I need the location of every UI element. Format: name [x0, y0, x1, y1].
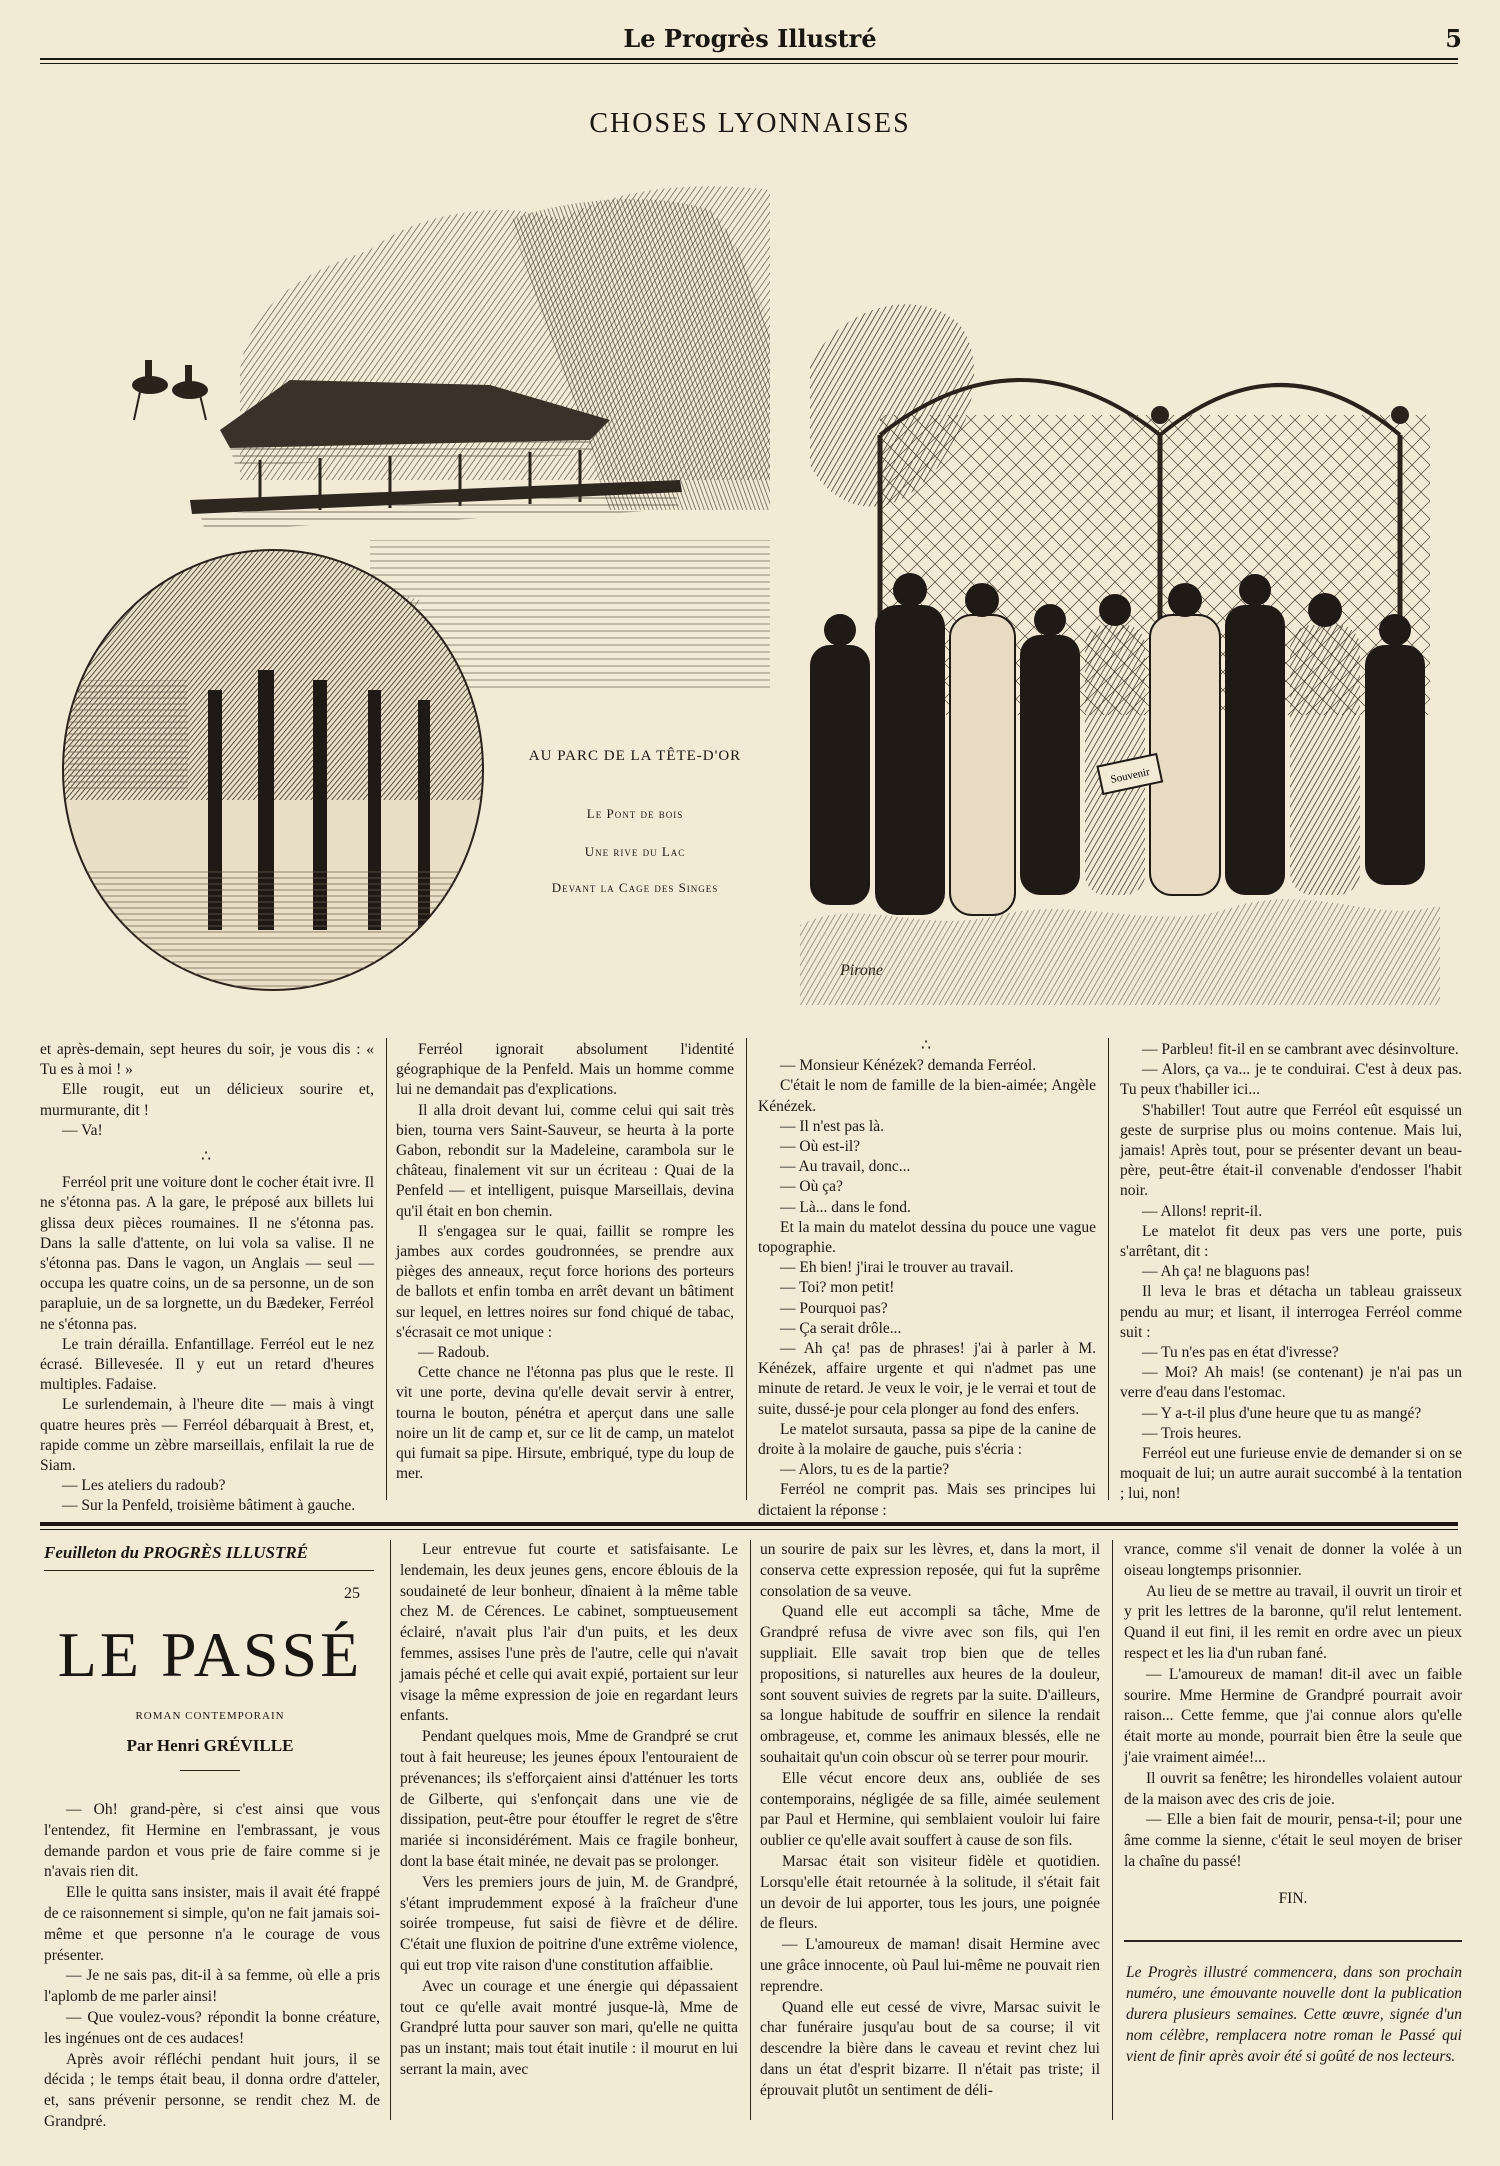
column-divider	[1112, 1540, 1113, 2120]
paragraph: Marsac était son visiteur fidèle et quotidien. Lorsqu'elle était retournée à la solitude, il s'était fait un devoir de lui apporter, tous les jours, une poignée de fleurs.	[760, 1852, 1100, 1933]
paragraph: C'était le nom de famille de la bien-aimée; Angèle Kénézek.	[758, 1077, 1096, 1115]
newspaper-title: Le Progrès Illustré	[623, 24, 877, 53]
paragraph: Ferréol prit une voiture dont le cocher était ivre. Il ne s'étonna pas. A la gare, le préposé aux billets lui glissa deux pièces roumaines. Il ne s'étonna pas. Dans la salle d'attente, on lui vola sa valise. Il ne s'étonna pas. Dans le vagon, un Anglais — seul — occupa les quatre coins, un de sa personne, un de son parapluie, un de sa lorgnette, un du Bædeker, Ferréol ne s'étonna pas.	[40, 1174, 374, 1333]
paragraph: — Allons! reprit-il.	[1142, 1202, 1263, 1220]
paragraph: Leur entrevue fut courte et satisfaisante. Le lendemain, les deux jeunes gens, encore éblouis de la soudaineté de leur bonheur, dînaient à la même table chez M. de Cérences. Le cabinet, somptueusement éclairé, n'avait plus l'air d'un puits, et les deux femmes, assises l'une près de l'autre, celle qui n'avait jamais péché et celle qui avait expié, portaient sur leur visage la même expression de joie en regardant leurs enfants.	[400, 1541, 738, 1725]
feuilleton-column-4	[1124, 1540, 1462, 1920]
caption-rive-du-lac: Une rive du Lac	[584, 844, 686, 859]
paragraph: — Elle a bien fait de mourir, pensa-t-il; pour une âme comme la sienne, c'était le seul moyen de briser la chaîne du passé!	[1124, 1811, 1462, 1870]
paragraph: Elle le quitta sans insister, mais il avait été frappé de ce raisonnement si simple, qu'on ne fait jamais soi-même et que personne n'a le courage de vous présenter.	[44, 1884, 380, 1964]
paragraph: Avec un courage et une énergie qui dépassaient tout ce qu'elle avait montré jusque-là, Mme de Grandpré lutta pour sauver son mari, qu'elle ne quitta pas un instant; mais tout était inutile : il mourut en lui serrant la main, avec	[400, 1977, 738, 2078]
paragraph: — Il n'est pas là.	[780, 1117, 884, 1135]
novel-author: Par Henri GRÉVILLE	[126, 1736, 294, 1755]
artist-signature: Pirone	[840, 962, 883, 979]
paragraph: un sourire de paix sur les lèvres, et, dans la mort, il conserva cette expression reposée, qui fut la suprême consolation de sa veuve.	[760, 1541, 1100, 1600]
paragraph: Il alla droit devant lui, comme celui qui sait très bien, tourna vers Saint-Sauveur, se heurta à la porte Gabon, rebondit sur la Madeleine, carambola sur le château, finalement vit sur un écriteau : Quai de la Penfeld — et intelligent, puisque Marseillais, devina qu'il était en bon chemin.	[396, 1101, 734, 1220]
author-rule	[180, 1770, 240, 1771]
caption-title: AU PARC DE LA TÊTE-D'OR	[528, 748, 742, 764]
paragraph: — Alors, ça va... je te conduirai. C'est à deux pas. Tu peux t'habiller ici...	[1120, 1061, 1462, 1099]
column-divider	[390, 1540, 391, 2120]
caption-pont-de-bois: Le Pont de bois	[586, 806, 684, 821]
next-issue-notice: Le Progrès illustré commencera, dans son prochain numéro, une émouvante nouvelle dont la publication durera plusieurs semaines. Cette œuvre, signée d'un nom célèbre, remplacera notre roman le Passé qui vient de finir après avoir été si goûté de nos lecteurs.	[1126, 1964, 1462, 2065]
paragraph: — Moi? Ah mais! (se contenant) je n'ai pas un verre d'eau dans l'estomac.	[1120, 1364, 1462, 1402]
notice-rule	[1124, 1940, 1462, 1942]
paragraph: Il s'engagea sur le quai, faillit se rompre les jambes aux cordes goudronnées, se prendre aux pièges des anneaux, reçut force horions des porteurs de ballots et enfin tomba en arrêt devant un bâtiment sur lequel, en lettres noires sur fond chiqué de tabac, s'écrasait ce mot unique :	[396, 1222, 734, 1341]
feuilleton-column-1	[44, 1800, 380, 2150]
section-separator: ∴	[921, 1037, 933, 1054]
story-column-2	[396, 1040, 734, 1505]
paragraph: — Oh! grand-père, si c'est ainsi que vous l'entendez, fit Hermine en l'embrassant, je vous demande pardon et vous prie de faire comme si je n'avais rien dit.	[44, 1801, 380, 1881]
paragraph: Cette chance ne l'étonna pas plus que le reste. Il vit une porte, devina qu'elle devait servir à entrer, tourna le bouton, pénétra et aperçut dans une salle noire un lit de camp et, sur ce lit de camp, un matelot qui fumait sa pipe. Hirsute, embriqué, type du loup de mer.	[396, 1364, 734, 1483]
paragraph: Ferréol ignorait absolument l'identité géographique de la Penfeld. Mais un homme comme lui ne demandait pas d'explications.	[396, 1041, 734, 1099]
story-column-4	[1120, 1040, 1462, 1505]
rive-du-lac-vignette	[48, 540, 498, 1000]
paragraph: — Tu n'es pas en état d'ivresse?	[1142, 1344, 1339, 1362]
paragraph: Le surlendemain, à l'heure dite — mais à vingt quatre heures près — Ferréol débarquait à Brest, et, rapide comme un zèbre marseillais, enfilait la rue de Siam.	[40, 1396, 374, 1475]
paragraph: — Monsieur Kénézek? demanda Ferréol.	[780, 1057, 1037, 1075]
paragraph: — Ah ça! pas de phrases! j'ai à parler à M. Kénézek, affaire urgente et qui n'admet pas une minute de retard. Je veux le voir, je le verrai et tout de suite, dussé-je pour cela plonger au fond des enfers.	[758, 1340, 1096, 1418]
section-separator: ∴	[201, 1148, 213, 1166]
paragraph: — Alors, tu es de la partie?	[780, 1461, 950, 1479]
header-rule	[40, 58, 1458, 60]
placard-label: Souvenir	[1109, 765, 1151, 786]
paragraph: Ferréol eut une furieuse envie de demander si on se moquait de lui; un autre aurait succombé à la tentation ; lui, non!	[1120, 1445, 1462, 1503]
cage-des-singes-engraving	[800, 285, 1440, 1005]
paragraph: Il leva le bras et détacha un tableau graisseux pendu au mur; et lisant, il interrogea Ferréol comme suit :	[1120, 1283, 1462, 1341]
paragraph: — Là... dans le fond.	[780, 1198, 911, 1216]
paragraph: Après avoir réfléchi pendant huit jours, il se décida ; le temps était beau, il donna ordre d'atteler, et, sans prévenir personne, se rendit chez M. de Grandpré.	[44, 2050, 380, 2130]
feuilleton-column-3	[760, 1540, 1100, 2120]
caption-cage-des-singes: Devant la Cage des Singes	[551, 880, 719, 895]
paragraph: Quand elle eut cessé de vivre, Marsac suivit le char funéraire jusqu'au bout de sa course; il vit descendre la bière dans le caveau et revint chez lui dans un état d'esprit bizarre. Il n'était pas triste; il éprouvait plutôt un sentiment de déli-	[760, 1998, 1100, 2099]
paragraph: Le matelot sursauta, passa sa pipe de la canine de droite à la molaire de gauche, puis s'écria :	[758, 1420, 1096, 1459]
paragraph: Au lieu de se mettre au travail, il ouvrit un tiroir et y prit les lettres de la baronne, qu'il relut lentement. Quand il eut fini, il les remit en ordre avec un pieux respect et les lia d'un ruban fané.	[1124, 1582, 1462, 1662]
paragraph: — Où est-il?	[780, 1138, 861, 1156]
paragraph: Quand elle eut accompli sa tâche, Mme de Grandpré refusa de vivre avec son fils, qui l'en suppliait. Elle savait trop bien que de telles propositions, si naturelles aux heures de la douleur, sont souvent suivies de regrets par la suite. D'ailleurs, sa longue habitude de souffrir en silence la rendait ombrageuse, et, comme les animaux blessés, elle ne souhaitait qu'un coin obscur où se terrer pour mourir.	[760, 1603, 1100, 1766]
paragraph: vrance, comme s'il venait de donner la volée à un oiseau longtemps prisonnier.	[1124, 1541, 1462, 1579]
story-column-3	[758, 1036, 1096, 1519]
paragraph: — Ça serait drôle...	[780, 1319, 902, 1337]
paragraph: Pendant quelques mois, Mme de Grandpré se crut tout à fait heureuse; les jeunes époux l'entouraient de prévenances; ils s'efforçaient ainsi d'atténuer les torts de Gilberte, qui s'enfonçait dans une vie de dissipation, peut-être pour étouffer le regret de s'être mariée si inconsidérément. Mais ce fragile bonheur, dont la base était minée, ne devait pas se prolonger.	[400, 1728, 738, 1870]
paragraph: — Parbleu! fit-il en se cambrant avec désinvolture.	[1142, 1041, 1459, 1058]
paragraph: et après-demain, sept heures du soir, je vous dis : « Tu es à moi ! »	[40, 1041, 374, 1079]
feuilleton-divider	[40, 1522, 1458, 1526]
paragraph: — L'amoureux de maman! dit-il avec un faible sourire. Mme Hermine de Grandpré pourrait avoir raison... Cette femme, que j'ai connue alors qu'elle était morte au monde, pourrait bien être la seule que j'aie vraiment aimée!...	[1124, 1665, 1462, 1766]
paragraph: — Eh bien! j'irai le trouver au travail.	[780, 1259, 1014, 1277]
feuilleton-label: Feuilleton du PROGRÈS ILLUSTRÉ	[44, 1543, 309, 1562]
novel-title: LE PASSÉ	[57, 1619, 363, 1690]
feuilleton-column-2	[400, 1540, 738, 2120]
paragraph: — Radoub.	[418, 1344, 490, 1362]
paragraph: — Pourquoi pas?	[780, 1299, 888, 1317]
column-divider	[750, 1540, 751, 2120]
story-column-1	[40, 1040, 374, 1515]
paragraph: Le train dérailla. Enfantillage. Ferréol eut le nez écrasé. Billevesée. Il y eut un retard d'heures multiples. Fadaise.	[40, 1335, 374, 1394]
installment-number: 25	[344, 1585, 360, 1602]
paragraph: — Trois heures.	[1142, 1424, 1242, 1442]
paragraph: — Ah ça! ne blaguons pas!	[1142, 1263, 1311, 1281]
paragraph: Ferréol ne comprit pas. Mais ses principes lui dictaient la réponse :	[758, 1481, 1096, 1519]
feuilleton-label-rule	[44, 1570, 374, 1571]
paragraph: — Que voulez-vous? répondit la bonne créature, les ingénues ont de ces audaces!	[44, 2008, 380, 2047]
section-title: CHOSES LYONNAISES	[589, 108, 911, 139]
page-number: 5	[1445, 24, 1462, 53]
paragraph: — Y a-t-il plus d'une heure que tu as mangé?	[1142, 1404, 1422, 1422]
novel-subtitle: ROMAN CONTEMPORAIN	[135, 1710, 285, 1722]
paragraph: — Au travail, donc...	[780, 1158, 911, 1176]
paragraph: — Les ateliers du radoub?	[62, 1477, 226, 1495]
paragraph: — Où ça?	[780, 1178, 843, 1196]
paragraph: Elle vécut encore deux ans, oubliée de ses contemporains, négligée de sa fille, aimée seulement par Paul et Hermine, qui semblaient vouloir lui faire oublier ce qu'elle avait souffert à cause de son fils.	[760, 1769, 1100, 1850]
paragraph: Et la main du matelot dessina du pouce une vague topographie.	[758, 1218, 1096, 1257]
column-divider	[746, 1038, 747, 1500]
paragraph: Le matelot fit deux pas vers une porte, puis s'arrêtant, dit :	[1120, 1222, 1462, 1261]
header-rule-thin	[40, 63, 1458, 64]
paragraph: S'habiller! Tout autre que Ferréol eût esquissé un geste de surprise plus ou moins contenue. Mais lui, jamais! Après tout, pour se présenter devant un beau-père, peut-être était-il convenable d'endosser l'habit noir.	[1120, 1101, 1462, 1200]
paragraph: — Je ne sais pas, dit-il à sa femme, où elle a pris l'aplomb de me parler ainsi!	[44, 1967, 380, 2006]
paragraph: — Toi? mon petit!	[780, 1279, 895, 1297]
paragraph: Il ouvrit sa fenêtre; les hirondelles volaient autour de la maison avec des cris de joie.	[1124, 1769, 1462, 1808]
end-marker: FIN.	[1278, 1889, 1308, 1907]
column-divider	[386, 1038, 387, 1500]
paragraph: — Sur la Penfeld, troisième bâtiment à gauche.	[62, 1497, 356, 1515]
paragraph: Elle rougit, eut un délicieux sourire et, murmurante, dit !	[40, 1081, 374, 1119]
paragraph: — Va!	[62, 1121, 103, 1139]
paragraph: Vers les premiers jours de juin, M. de Grandpré, s'étant imprudemment exposé à la fraîcheur d'une soirée trompeuse, fut saisi de fièvre et de délire. C'était une fluxion de poitrine d'une extrême violence, qui eut trop vite raison d'une constitution affaiblie.	[400, 1873, 738, 1974]
column-divider	[1108, 1038, 1109, 1500]
paragraph: — L'amoureux de maman! disait Hermine avec une grâce innocente, où Paul lui-même ne pouvait rien reprendre.	[760, 1936, 1100, 1995]
feuilleton-divider-thin	[40, 1529, 1458, 1530]
